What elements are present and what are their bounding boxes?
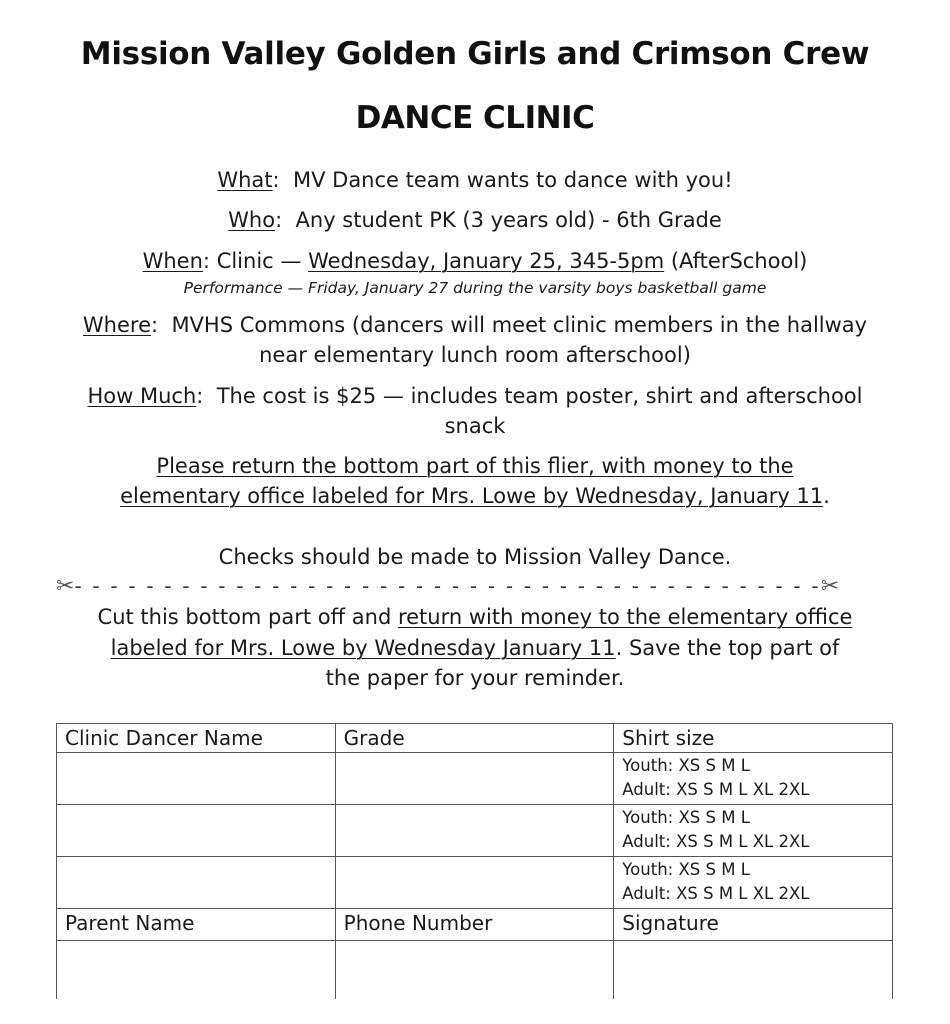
how-much-line1: The cost is $25 — includes team poster, shirt and afterschool bbox=[216, 384, 863, 408]
adult-sizes: Adult: XS S M L XL 2XL bbox=[622, 884, 810, 903]
registration-form bbox=[56, 723, 893, 999]
return-note-line2-wrap bbox=[0, 484, 950, 508]
where-line1: MVHS Commons (dancers will meet clinic members in the hallway bbox=[171, 313, 868, 337]
parent-header-row bbox=[57, 909, 893, 941]
grade-field[interactable] bbox=[335, 805, 614, 857]
where-line: Where: MVHS Commons (dancers will meet clinic members in the hallway bbox=[82, 313, 868, 337]
dancer-name-field[interactable] bbox=[57, 753, 336, 805]
who-label: Who bbox=[228, 208, 276, 232]
parent-row bbox=[57, 941, 893, 999]
performance-line: Performance — Friday, January 27 during the varsity boys basketball game bbox=[183, 279, 767, 297]
youth-sizes: Youth: XS S M L bbox=[622, 860, 750, 879]
dancer-row bbox=[57, 857, 893, 909]
what-line: What: MV Dance team wants to dance with you! bbox=[217, 168, 733, 192]
cut-note-underlined1: return with money to the elementary office bbox=[397, 605, 853, 629]
youth-sizes: Youth: XS S M L bbox=[622, 808, 750, 827]
cut-note-underlined2: labeled for Mrs. Lowe by Wednesday January 11 bbox=[110, 636, 616, 660]
shirt-size-header: Shirt size bbox=[614, 724, 893, 753]
signature-field[interactable] bbox=[614, 941, 893, 999]
youth-sizes: Youth: XS S M L bbox=[622, 756, 750, 775]
how-much-line2: snack bbox=[444, 414, 506, 438]
where-line2: near elementary lunch room afterschool) bbox=[259, 343, 691, 367]
flyer-subtitle: DANCE CLINIC bbox=[355, 100, 595, 136]
grade-header: Grade bbox=[335, 724, 614, 753]
flyer-title: Mission Valley Golden Girls and Crimson Crew bbox=[80, 36, 870, 72]
return-note-line1: Please return the bottom part of this flier, with money to the bbox=[156, 454, 794, 478]
when-pre: Clinic — bbox=[216, 249, 309, 273]
phone-number-field[interactable] bbox=[335, 941, 614, 999]
what-text: MV Dance team wants to dance with you! bbox=[292, 168, 733, 192]
checks-line: Checks should be made to Mission Valley Dance. bbox=[218, 545, 732, 569]
form-header-row bbox=[57, 724, 893, 753]
phone-number-header: Phone Number bbox=[335, 909, 614, 941]
grade-field[interactable] bbox=[335, 857, 614, 909]
shirt-size-options[interactable] bbox=[614, 857, 893, 909]
where-label: Where bbox=[82, 313, 151, 337]
cut-note-line2 bbox=[0, 636, 950, 660]
dancer-row bbox=[57, 805, 893, 857]
adult-sizes: Adult: XS S M L XL 2XL bbox=[622, 832, 810, 851]
scissors-right-icon: ✂ bbox=[820, 574, 840, 599]
what-label: What bbox=[217, 168, 273, 192]
when-date: Wednesday, January 25, 345-5pm bbox=[308, 249, 665, 273]
when-post: (AfterSchool) bbox=[664, 249, 808, 273]
cut-note-plain2: . Save the top part of bbox=[615, 636, 840, 660]
parent-name-field[interactable] bbox=[57, 941, 336, 999]
cut-note-line1 bbox=[0, 605, 950, 629]
cut-note-plain1: Cut this bottom part off and bbox=[97, 605, 398, 629]
dancer-name-field[interactable] bbox=[57, 805, 336, 857]
when-label: When bbox=[142, 249, 203, 273]
how-much-line: How Much: The cost is $25 — includes team poster, shirt and afterschool bbox=[87, 384, 863, 408]
how-much-label: How Much bbox=[87, 384, 197, 408]
who-line: Who: Any student PK (3 years old) - 6th Grade bbox=[228, 208, 722, 232]
cut-line bbox=[56, 574, 876, 599]
return-note-end: . bbox=[823, 484, 830, 508]
return-note-line2: elementary office labeled for Mrs. Lowe by Wednesday, January 11 bbox=[120, 484, 824, 508]
when-line: When: Clinic — Wednesday, January 25, 345-5pm (AfterSchool) bbox=[142, 249, 808, 273]
cut-note-line3: the paper for your reminder. bbox=[325, 666, 625, 690]
grade-field[interactable] bbox=[335, 753, 614, 805]
dancer-name-header: Clinic Dancer Name bbox=[57, 724, 336, 753]
parent-name-header: Parent Name bbox=[57, 909, 336, 941]
shirt-size-options[interactable] bbox=[614, 805, 893, 857]
dancer-name-field[interactable] bbox=[57, 857, 336, 909]
shirt-size-options[interactable] bbox=[614, 753, 893, 805]
dashed-divider: - - - - - - - - - - - - - - - - - - - - - - - - - - - - - - - - - - - - - - - - - - bbox=[74, 574, 821, 598]
adult-sizes: Adult: XS S M L XL 2XL bbox=[622, 780, 810, 799]
signature-header: Signature bbox=[614, 909, 893, 941]
scissors-left-icon: ✂ bbox=[56, 574, 75, 599]
who-text: Any student PK (3 years old) - 6th Grade bbox=[295, 208, 722, 232]
dancer-row bbox=[57, 753, 893, 805]
